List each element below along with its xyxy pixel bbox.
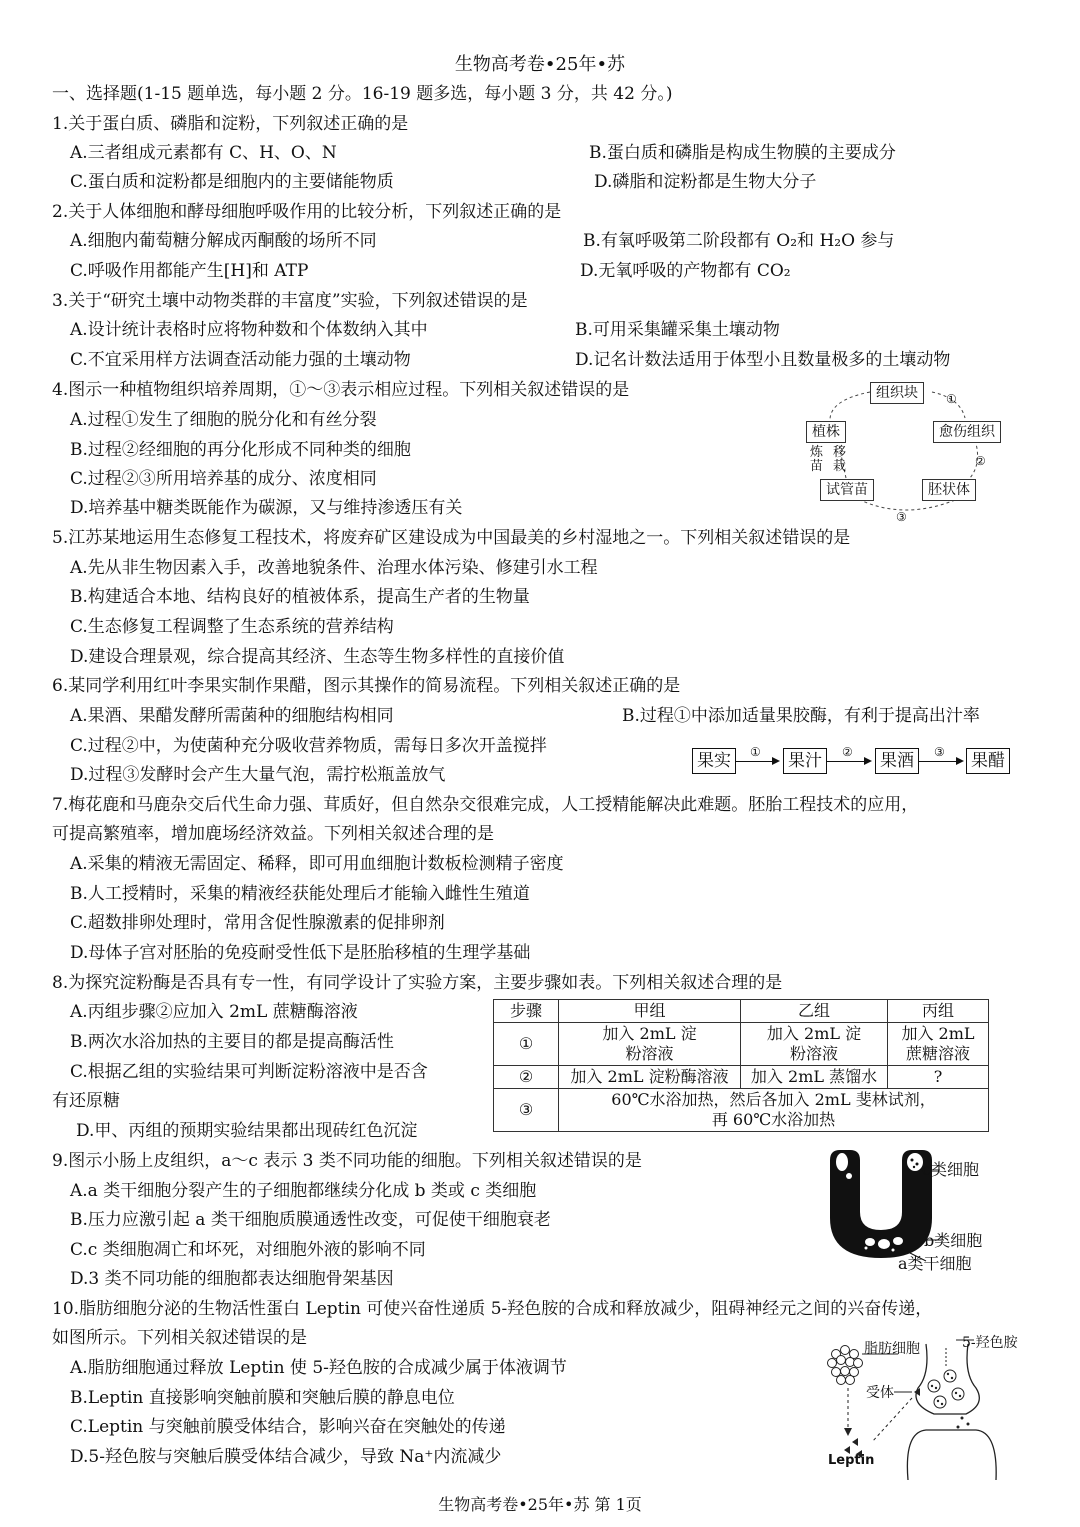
flow-mark-3: ③ xyxy=(934,745,945,759)
table-cell: 加入 2mL 淀粉溶液 xyxy=(559,1023,741,1066)
option: A.细胞内葡萄糖分解成丙酮酸的场所不同 xyxy=(70,231,377,251)
page-title: 生物高考卷•25年•苏 xyxy=(454,54,626,75)
flow-step-vinegar: 果醋 xyxy=(966,748,1010,774)
option: A.设计统计表格时应将物种数和个体数纳入其中 xyxy=(70,320,428,340)
node-callus: 愈伤组织 xyxy=(933,421,1001,443)
label-a-stem-cells: a类干细胞 xyxy=(898,1254,972,1273)
flow-mark-2: ② xyxy=(842,745,853,759)
label-c-cells: c类细胞 xyxy=(922,1160,979,1179)
table-cell: 加入 2mL 淀粉溶液 xyxy=(741,1023,888,1066)
table-cell: 加入 2mL 淀粉酶溶液 xyxy=(559,1066,741,1089)
option: B.两次水浴加热的主要目的都是提高酶活性 xyxy=(70,1032,394,1052)
vinegar-flow-diagram xyxy=(692,746,1012,776)
table-header: 丙组 xyxy=(888,1000,989,1023)
table-header: 乙组 xyxy=(741,1000,888,1023)
option: D.5-羟色胺与突触后膜受体结合减少，导致 Na⁺内流减少 xyxy=(70,1447,502,1467)
flow-mark-1: ① xyxy=(750,745,761,759)
option: B.有氧呼吸第二阶段都有 O₂和 H₂O 参与 xyxy=(583,231,895,251)
node-test-tube-seedling: 试管苗 xyxy=(820,479,874,501)
node-plant: 植株 xyxy=(806,421,846,443)
label-transplant: 移栽 xyxy=(833,445,847,474)
option: C.呼吸作用都能产生[H]和 ATP xyxy=(70,261,309,281)
label-serotonin: 5-羟色胺 xyxy=(962,1335,1018,1351)
option: A.脂肪细胞通过释放 Leptin 使 5-羟色胺的合成减少属于体液调节 xyxy=(70,1358,567,1378)
option: C.过程②③所用培养基的成分、浓度相同 xyxy=(70,469,377,489)
table-cell: 加入 2mL 蔗糖溶液 xyxy=(888,1023,989,1066)
option: C.根据乙组的实验结果可判断淀粉溶液中是否含 xyxy=(70,1062,428,1082)
option: B.蛋白质和磷脂是构成生物膜的主要成分 xyxy=(589,143,896,163)
option: C.不宜采用样方法调查活动能力强的土壤动物 xyxy=(70,350,411,370)
mark-2: ② xyxy=(975,454,986,468)
table-cell-line: 60℃水浴加热，然后各加入 2mL 斐林试剂， xyxy=(611,1090,936,1109)
synapse-diagram xyxy=(826,1332,1026,1480)
question-stem: 10.脂肪细胞分泌的生物活性蛋白 Leptin 可使兴奋性递质 5-羟色胺的合成和释放减少，阻碍神经元之间的兴奋传递， xyxy=(52,1299,933,1319)
option: A.过程①发生了细胞的脱分化和有丝分裂 xyxy=(70,410,377,430)
option: B.过程②经细胞的再分化形成不同种类的细胞 xyxy=(70,440,411,460)
label-harden: 炼苗 xyxy=(810,445,824,474)
option: B.可用采集罐采集土壤动物 xyxy=(575,320,780,340)
question-stem-cont: 如图所示。下列相关叙述错误的是 xyxy=(52,1328,307,1348)
question-stem: 3.关于“研究土壤中动物类群的丰富度”实验，下列叙述错误的是 xyxy=(52,291,528,311)
page-footer: 生物高考卷•25年•苏 第 1页 xyxy=(438,1495,642,1514)
flow-step-fruit: 果实 xyxy=(692,748,736,774)
option: B.Leptin 直接影响突触前膜和突触后膜的静息电位 xyxy=(70,1388,455,1408)
option: A.三者组成元素都有 C、H、O、N xyxy=(70,143,337,163)
flow-step-juice: 果汁 xyxy=(783,748,827,774)
option: B.构建适合本地、结构良好的植被体系，提高生产者的生物量 xyxy=(70,587,530,607)
option: D.无氧呼吸的产物都有 CO₂ xyxy=(580,261,791,281)
flow-arrow xyxy=(736,761,778,762)
question-stem: 4.图示一种植物组织培养周期，①～③表示相应过程。下列相关叙述错误的是 xyxy=(52,380,630,400)
option: B.过程①中添加适量果胶酶，有利于提高出汁率 xyxy=(622,706,980,726)
option: D.记名计数法适用于体型小且数量极多的土壤动物 xyxy=(575,350,951,370)
option: A.果酒、果醋发酵所需菌种的细胞结构相同 xyxy=(70,706,394,726)
label-b-cells: b类细胞 xyxy=(924,1231,983,1250)
option: D.母体子宫对胚胎的免疫耐受性低下是胚胎移植的生理学基础 xyxy=(70,943,531,963)
mark-3: ③ xyxy=(896,510,907,524)
option: C.生态修复工程调整了生态系统的营养结构 xyxy=(70,617,394,637)
option: C.c 类细胞凋亡和坏死，对细胞外液的影响不同 xyxy=(70,1240,426,1260)
experiment-table xyxy=(493,999,989,1132)
node-tissue-block: 组织块 xyxy=(870,382,924,404)
table-cell: ? xyxy=(888,1066,989,1089)
table-cell: ③ xyxy=(494,1089,559,1132)
table-cell-line: 再 60℃水浴加热 xyxy=(711,1110,836,1129)
flow-arrow xyxy=(827,761,870,762)
option: C.过程②中，为使菌种充分吸收营养物质，需每日多次开盖搅拌 xyxy=(70,736,547,756)
option: B.压力应激引起 a 类干细胞质膜通透性改变，可促使干细胞衰老 xyxy=(70,1210,551,1230)
option: D.培养基中糖类既能作为碳源，又与维持渗透压有关 xyxy=(70,498,463,518)
option: B.人工授精时，采集的精液经获能处理后才能输入雌性生殖道 xyxy=(70,884,530,904)
option: D.3 类不同功能的细胞都表达细胞骨架基因 xyxy=(70,1269,394,1289)
question-stem: 2.关于人体细胞和酵母细胞呼吸作用的比较分析，下列叙述正确的是 xyxy=(52,202,562,222)
mark-1: ① xyxy=(946,392,957,406)
question-stem: 8.为探究淀粉酶是否具有专一性，有同学设计了实验方案，主要步骤如表。下列相关叙述合理的是 xyxy=(52,973,783,993)
question-stem: 5.江苏某地运用生态修复工程技术，将废弃矿区建设成为中国最美的乡村湿地之一。下列相关叙述错误的是 xyxy=(52,528,851,548)
option: A.a 类干细胞分裂产生的子细胞都继续分化成 b 类或 c 类细胞 xyxy=(70,1181,537,1201)
option: A.采集的精液无需固定、稀释，即可用血细胞计数板检测精子密度 xyxy=(70,854,564,874)
table-header: 甲组 xyxy=(559,1000,741,1023)
option: A.先从非生物因素入手，改善地貌条件、治理水体污染、修建引水工程 xyxy=(70,558,598,578)
flow-arrow xyxy=(919,761,962,762)
option: C.Leptin 与突触前膜受体结合，影响兴奋在突触处的传递 xyxy=(70,1417,506,1437)
table-cell: 加入 2mL 蒸馏水 xyxy=(741,1066,888,1089)
label-leptin: Leptin xyxy=(828,1453,875,1468)
question-stem-cont: 可提高繁殖率，增加鹿场经济效益。下列相关叙述合理的是 xyxy=(52,824,494,844)
question-stem: 1.关于蛋白质、磷脂和淀粉，下列叙述正确的是 xyxy=(52,114,409,134)
option: D.甲、丙组的预期实验结果都出现砖红色沉淀 xyxy=(76,1121,418,1141)
question-stem: 9.图示小肠上皮组织，a～c 表示 3 类不同功能的细胞。下列相关叙述错误的是 xyxy=(52,1151,642,1171)
section-heading: 一、选择题(1-15 题单选，每小题 2 分。16-19 题多选，每小题 3 分，共 42 分。) xyxy=(52,84,673,104)
label-adipocyte: 脂肪细胞 xyxy=(864,1341,920,1357)
table-cell: ① xyxy=(494,1023,559,1066)
option: D.过程③发酵时会产生大量气泡，需拧松瓶盖放气 xyxy=(70,765,446,785)
tissue-culture-cycle-diagram xyxy=(800,378,1015,528)
table-header: 步骤 xyxy=(494,1000,559,1023)
option: A.丙组步骤②应加入 2mL 蔗糖酶溶液 xyxy=(70,1002,358,1022)
label-receptor: 受体 xyxy=(866,1385,894,1401)
intestinal-villus-diagram xyxy=(826,1148,996,1276)
option: 有还原糖 xyxy=(52,1091,120,1111)
option: C.蛋白质和淀粉都是细胞内的主要储能物质 xyxy=(70,172,394,192)
question-stem: 7.梅花鹿和马鹿杂交后代生命力强、茸质好，但自然杂交很难完成，人工授精能解决此难题。胚胎工程技术的应用， xyxy=(52,795,919,815)
question-stem: 6.某同学利用红叶李果实制作果醋，图示其操作的简易流程。下列相关叙述正确的是 xyxy=(52,676,681,696)
option: D.磷脂和淀粉都是生物大分子 xyxy=(594,172,817,192)
table-cell: ② xyxy=(494,1066,559,1089)
flow-step-wine: 果酒 xyxy=(875,748,919,774)
node-embryoid: 胚状体 xyxy=(922,479,976,501)
table-cell xyxy=(559,1089,989,1132)
option: D.建设合理景观，综合提高其经济、生态等生物多样性的直接价值 xyxy=(70,647,565,667)
option: C.超数排卵处理时，常用含促性腺激素的促排卵剂 xyxy=(70,913,445,933)
